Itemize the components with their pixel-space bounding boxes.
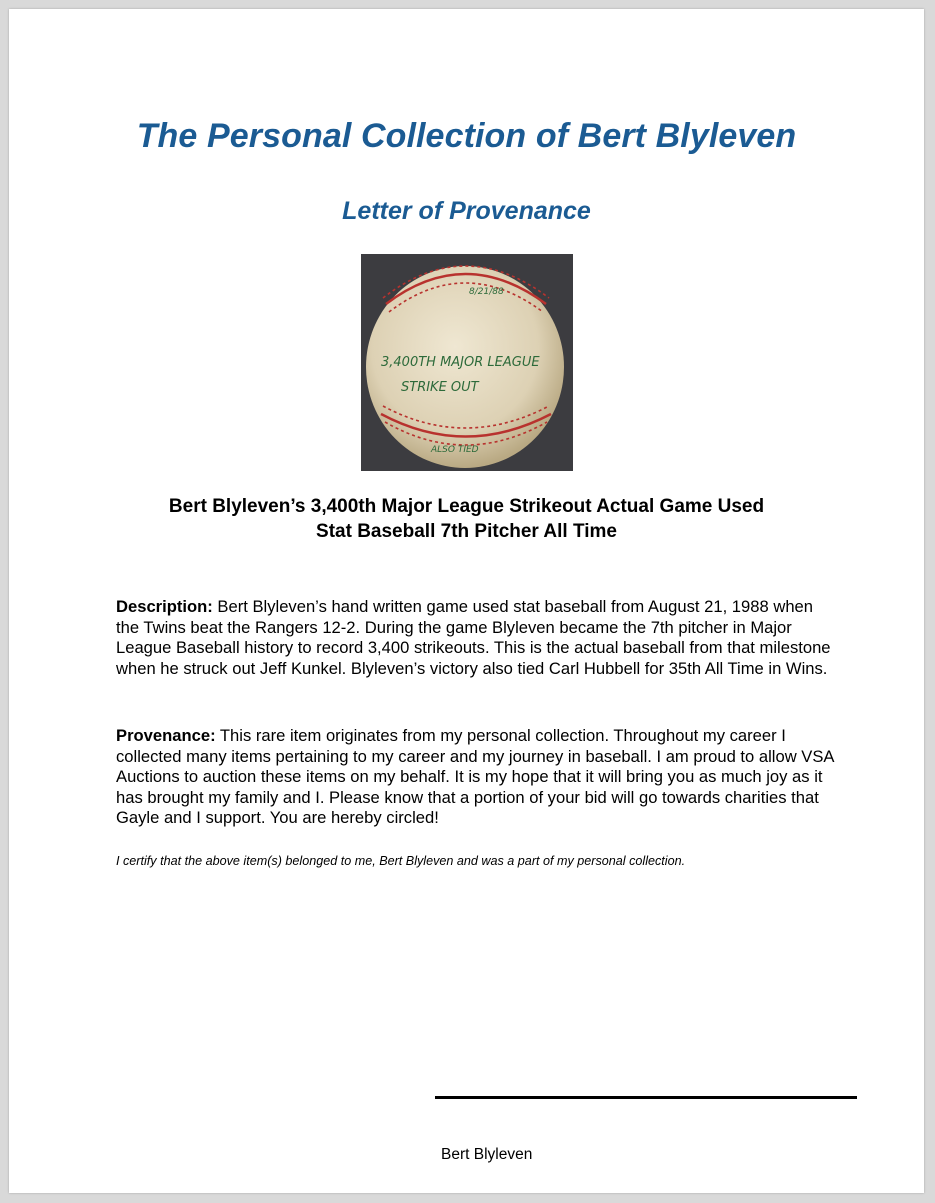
photo-line2: STRIKE OUT <box>401 380 479 395</box>
provenance-text: This rare item originates from my personal collection. Throughout my career I collected many items pertaining to my career and my journey in baseball. I am proud to allow VSA Auctions to auction these items on my behalf. It is my hope that it will bring you as much joy as it has brought my family and I. Please know that a portion of your bid will go towards charities that Gayle and I support. You are hereby circled! <box>116 726 834 828</box>
signature-line <box>435 1096 857 1099</box>
signature-name: Bert Blyleven <box>441 1146 533 1163</box>
provenance-label: Provenance: <box>116 726 216 745</box>
page-title: The Personal Collection of Bert Blyleven <box>136 117 797 155</box>
photo-line3: ALSO TIED <box>431 445 479 455</box>
provenance-paragraph <box>116 726 836 829</box>
certification-statement: I certify that the above item(s) belonged to me, Bert Blyleven and was a part of my personal collection. <box>116 854 686 868</box>
page-subtitle: Letter of Provenance <box>342 197 591 225</box>
photo-line1: 3,400TH MAJOR LEAGUE <box>381 355 540 370</box>
item-heading <box>69 494 864 544</box>
baseball-photo <box>361 254 573 471</box>
item-heading-line1: Bert Blyleven’s 3,400th Major League Strikeout Actual Game Used <box>168 496 765 517</box>
description-label: Description: <box>116 597 213 616</box>
document-page <box>9 9 924 1193</box>
item-heading-line2: Stat Baseball 7th Pitcher All Time <box>316 521 617 542</box>
description-text: Bert Blyleven’s hand written game used stat baseball from August 21, 1988 when the Twins beat the Rangers 12-2. During the game Blyleven became the 7th pitcher in Major League Baseball history to record 3,400 strikeouts. This is the actual baseball from that milestone when he struck out Jeff Kunkel. Blyleven’s victory also tied Carl Hubbell for 35th All Time in Wins. <box>116 597 831 678</box>
description-paragraph <box>116 597 836 679</box>
photo-date: 8/21/88 <box>469 287 504 297</box>
